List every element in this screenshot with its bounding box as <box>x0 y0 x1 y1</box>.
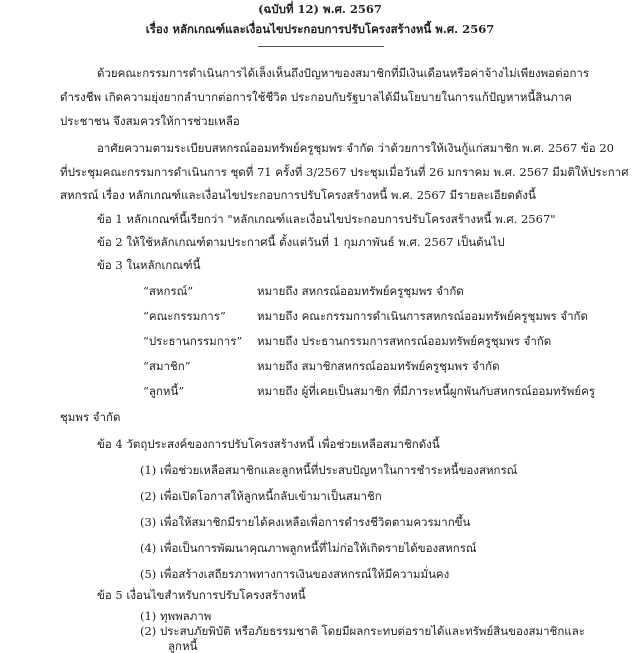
definition-meaning: หมายถึง ประธานกรรมการสหกรณ์ออมทรัพย์ครูชุมพร จำกัด <box>257 334 552 348</box>
preamble-line: สหกรณ์ เรื่อง หลักเกณฑ์และเงื่อนไขประกอบการปรับโครงสร้างหนี้ พ.ศ. 2567 มีรายละเอียดดังนี้ <box>60 188 536 202</box>
definition-meaning: หมายถึง คณะกรรมการดำเนินการสหกรณ์ออมทรัพย์ครูชุมพร จำกัด <box>257 309 588 323</box>
condition-item: (1) ทุพพลภาพ <box>140 609 212 623</box>
definition-term: “ลูกหนี้” <box>143 384 185 398</box>
objective-item: (3) เพื่อให้สมาชิกมีรายได้คงเหลือเพื่อการดำรงชีวิตตามควรมากขึ้น <box>140 515 471 529</box>
clause-3: ข้อ 3 ในหลักเกณฑ์นี้ <box>97 258 201 272</box>
definition-meaning: หมายถึง สหกรณ์ออมทรัพย์ครูชุมพร จำกัด <box>257 284 464 298</box>
issue-number: (ฉบับที่ 12) พ.ศ. 2567 <box>258 2 382 16</box>
definition-meaning: หมายถึง สมาชิกสหกรณ์ออมทรัพย์ครูชุมพร จำกัด <box>257 359 500 373</box>
preamble-line: ที่ประชุมคณะกรรมการดำเนินการ ชุดที่ 71 ครั้งที่ 3/2567 ประชุมเมื่อวันที่ 26 มกราคม พ.ศ. 2567 มีมติให้ประกาศ <box>60 165 629 179</box>
definition-term: “ประธานกรรมการ” <box>143 334 243 348</box>
preamble-line: ด้วยคณะกรรมการดำเนินการได้เล็งเห็นถึงปัญหาของสมาชิกที่มีเงินเดือนหรือค่าจ้างไม่เพียงพอต่อการ <box>97 66 590 80</box>
preamble-line: อาศัยความตามระเบียบสหกรณ์ออมทรัพย์ครูชุมพร จำกัด ว่าด้วยการให้เงินกู้แก่สมาชิก พ.ศ. 2567 ข้อ 20 <box>97 141 614 155</box>
definition-term: “คณะกรรมการ” <box>143 309 226 323</box>
clause-1: ข้อ 1 หลักเกณฑ์นี้เรียกว่า "หลักเกณฑ์และเงื่อนไขประกอบการปรับโครงสร้างหนี้ พ.ศ. 2567" <box>97 212 556 226</box>
objective-item: (2) เพื่อเปิดโอกาสให้ลูกหนี้กลับเข้ามาเป็นสมาชิก <box>140 489 382 503</box>
definition-term: “สมาชิก” <box>143 359 191 373</box>
definition-meaning: หมายถึง ผู้ที่เคยเป็นสมาชิก ที่มีภาระหนี้ผูกพันกับสหกรณ์ออมทรัพย์ครู <box>257 384 595 398</box>
condition-continuation: ลูกหนี้ <box>168 639 198 653</box>
objective-item: (4) เพื่อเป็นการพัฒนาคุณภาพลูกหนี้ที่ไม่ก่อให้เกิดรายได้ของสหกรณ์ <box>140 541 477 555</box>
objective-item: (5) เพื่อสร้างเสถียรภาพทางการเงินของสหกรณ์ให้มีความมั่นคง <box>140 567 450 581</box>
preamble-line: ดำรงชีพ เกิดความยุ่งยากลำบากต่อการใช้ชีวิต ประกอบกับรัฐบาลได้มีนโยบายในการแก้ปัญหาหนี้สินภาค <box>60 90 572 104</box>
preamble-line: ประชาชน จึงสมควรให้การช่วยเหลือ <box>60 114 240 128</box>
clause-5: ข้อ 5 เงื่อนไขสำหรับการปรับโครงสร้างหนี้ <box>97 588 306 602</box>
title-separator <box>258 46 384 47</box>
objective-item: (1) เพื่อช่วยเหลือสมาชิกและลูกหนี้ที่ประสบปัญหาในการชำระหนี้ของสหกรณ์ <box>140 463 518 477</box>
definition-term: “สหกรณ์” <box>143 284 194 298</box>
clause-2: ข้อ 2 ให้ใช้หลักเกณฑ์ตามประกาศนี้ ตั้งแต่วันที่ 1 กุมภาพันธ์ พ.ศ. 2567 เป็นต้นไป <box>97 235 505 249</box>
condition-item: (2) ประสบภัยพิบัติ หรือภัยธรรมชาติ โดยมีผลกระทบต่อรายได้และทรัพย์สินของสมาชิกและ <box>140 624 585 638</box>
definition-continuation: ชุมพร จำกัด <box>60 410 121 424</box>
document-title: เรื่อง หลักเกณฑ์และเงื่อนไขประกอบการปรับโครงสร้างหนี้ พ.ศ. 2567 <box>145 22 495 36</box>
clause-4: ข้อ 4 วัตถุประสงค์ของการปรับโครงสร้างหนี้ เพื่อช่วยเหลือสมาชิกดังนี้ <box>97 437 440 451</box>
